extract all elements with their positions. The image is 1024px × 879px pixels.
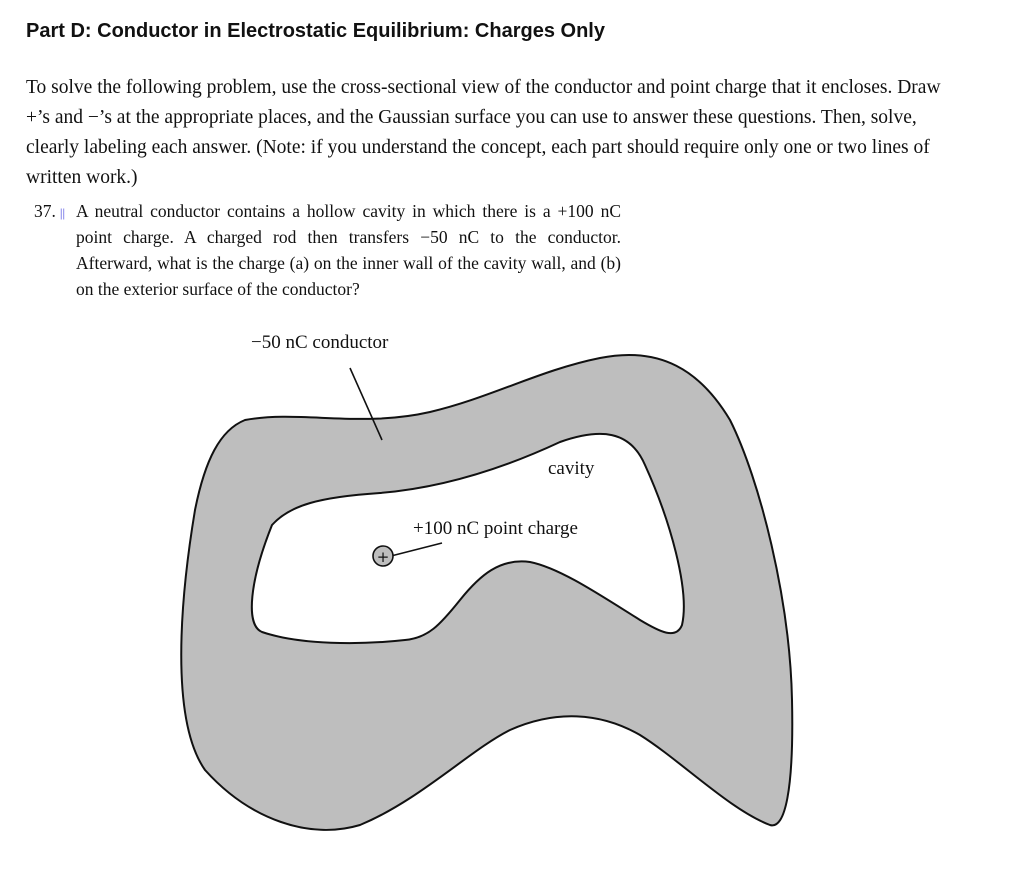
problem-text: A neutral conductor contains a hollow cavity in which there is a +100 nC point charge. A charged rod then transfers −50 nC to the conductor. Afterward, what is the charge (a) on the inner wall of the cavity wall, and (b) on the exterior surface of the conductor? [76,201,621,299]
charge-symbol: + [376,548,390,566]
charge-leader-line [391,543,442,556]
difficulty-icon: || [59,205,66,220]
part-heading: Part D: Conductor in Electrostatic Equilibrium: Charges Only [26,20,605,42]
charge-label: +100 nC point charge [413,518,578,539]
conductor-label: −50 nC conductor [251,332,389,353]
problem-number: 37. || [34,201,66,221]
instructions: To solve the following problem, use the cross-sectional view of the conductor and point charge that it encloses. Draw +’s and −’s at the appropriate places, and the Gaussian surface you can use to answer these questions. Then, solve, clearly labeling each answer. (Note: if you understand the concept, each part should require only one or two lines of written work.) [26,77,941,188]
cavity-label: cavity [548,458,595,479]
conductor-body [181,355,792,830]
